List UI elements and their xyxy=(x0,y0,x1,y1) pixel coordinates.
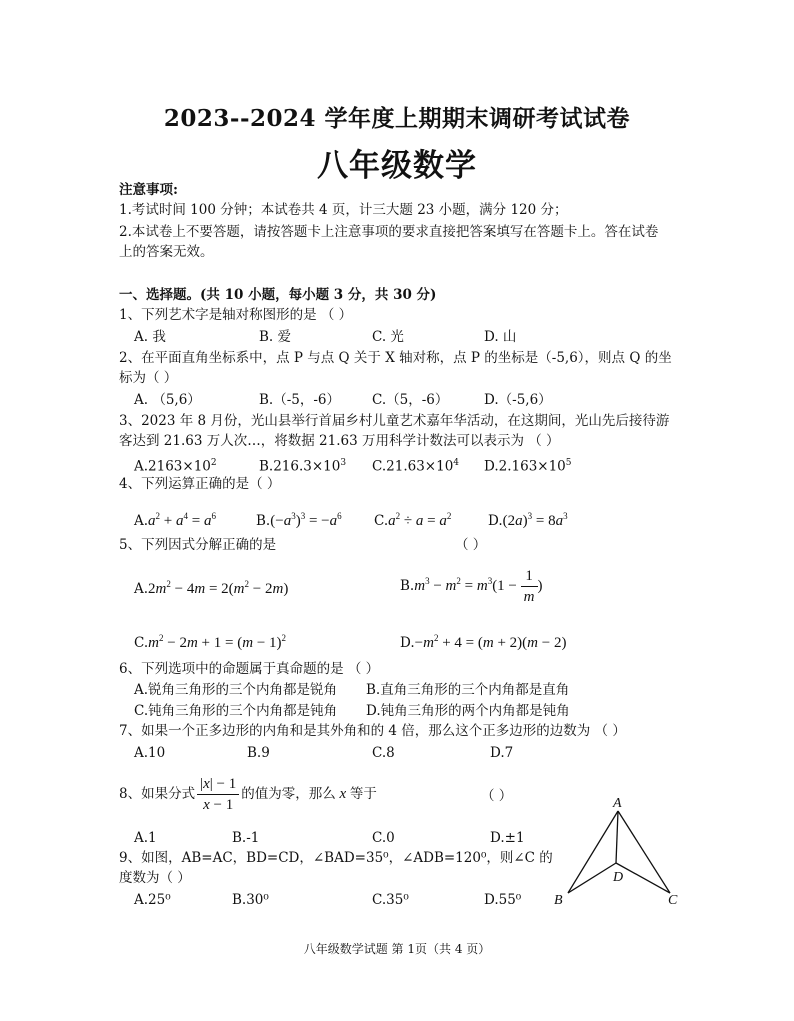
q5-option-a: $A.2m^2 - 4m = 2(m^2 - 2m)$ xyxy=(134,579,289,597)
q6-stem: 6、下列选项中的命题属于真命题的是 （ ） xyxy=(119,661,380,677)
q2-option-b: B.（-5，-6） xyxy=(259,392,341,408)
q6-option-a: A.锐角三角形的三个内角都是锐角 xyxy=(134,682,338,698)
q4-option-d: $D.(2a)^3 = 8a^3$ xyxy=(488,511,568,529)
q2-option-a: A. （5,6） xyxy=(134,392,201,408)
q9-option-d: D.55⁰ xyxy=(484,892,522,908)
q8-option-b: B.-1 xyxy=(232,830,260,846)
q3-option-b: $B.216.3\times 10^3$ xyxy=(259,458,347,475)
section-heading: 一、选择题。(共 10 小题，每小题 3 分，共 30 分) xyxy=(119,287,437,303)
subject-title: 八年级数学 xyxy=(317,148,477,184)
q3-stem-line-2: 客达到 21.63 万人次…，将数据 21.63 万用科学计数法可以表示为 （ ） xyxy=(119,433,560,449)
q8-stem: 8、如果分式 $\frac{|x| - 1}{x - 1}$ 的值为零，那么 x 等于 xyxy=(119,776,377,813)
label-c: C xyxy=(668,893,678,908)
q5-option-c: $C.m^2 - 2m + 1 = (m - 1)^2$ xyxy=(134,633,287,651)
notice-line-1: 1.考试时间 100 分钟；本试卷共 4 页，计三大题 23 小题，满分 120 分； xyxy=(119,202,568,218)
segment-ac xyxy=(618,811,670,893)
q4-stem: 4、下列运算正确的是（ ） xyxy=(119,476,281,492)
q8-option-a: A.1 xyxy=(134,830,157,846)
q9-stem-line-2: 度数为（ ） xyxy=(119,870,191,886)
q8-option-d: D.±1 xyxy=(490,830,525,846)
q3-stem-line-1: 3、2023 年 8 月份，光山县举行首届乡村儿童艺术嘉年华活动，在这期间，光山先后接待游 xyxy=(119,413,670,429)
q4-option-c: $C.a^2 \div a = a^2$ xyxy=(374,511,452,529)
q7-option-c: C.8 xyxy=(372,745,395,761)
q2-option-c: C.（5，-6） xyxy=(372,392,449,408)
q9-option-a: A.25⁰ xyxy=(134,892,171,908)
notice-line-2b: 上的答案无效。 xyxy=(119,244,214,260)
q1-option-d: D. 山 xyxy=(484,329,517,345)
q7-option-b: B.9 xyxy=(247,745,270,761)
exam-title: 2023--2024 学年度上期期末调研考试试卷 xyxy=(163,105,631,132)
q7-option-d: D.7 xyxy=(490,745,514,761)
q1-option-c: C. 光 xyxy=(372,329,404,345)
label-d: D xyxy=(613,870,624,885)
q8-paren: （ ） xyxy=(481,788,513,804)
label-b: B xyxy=(554,893,563,908)
q9-option-c: C.35⁰ xyxy=(372,892,409,908)
q7-option-a: A.10 xyxy=(134,745,166,761)
q7-stem: 7、如果一个正多边形的内角和是其外角和的 4 倍，那么这个正多边形的边数为 （ ） xyxy=(119,723,626,739)
q5-option-d: $D.-m^2 + 4 = (m + 2)(m - 2)$ xyxy=(400,633,567,651)
notice-heading: 注意事项: xyxy=(119,182,178,198)
q2-option-d: D.（-5,6） xyxy=(484,392,552,408)
q3-option-d: $D.2.163\times 10^5$ xyxy=(484,458,572,475)
q6-option-b: B.直角三角形的三个内角都是直角 xyxy=(366,682,570,698)
q3-option-a: $A.2163\times 10^2$ xyxy=(134,458,217,475)
segment-cd xyxy=(616,863,670,893)
segment-ab xyxy=(568,811,618,893)
triangle-figure xyxy=(548,793,688,911)
q4-option-b: $B.(-a^3)^3 = -a^6$ xyxy=(256,511,342,529)
segment-bd xyxy=(568,863,616,893)
segment-ad xyxy=(616,811,618,863)
q3-option-c: $C.21.63\times 10^4$ xyxy=(372,458,460,475)
q1-stem: 1、下列艺术字是轴对称图形的是 （ ） xyxy=(119,307,353,323)
q1-option-a: A. 我 xyxy=(134,329,166,345)
label-a: A xyxy=(613,796,622,811)
q6-option-c: C.钝角三角形的三个内角都是钝角 xyxy=(134,703,338,719)
q9-stem-line-1: 9、如图，AB=AC，BD=CD，∠BAD=35⁰，∠ADB=120⁰，则∠C 的 xyxy=(119,850,553,866)
q8-option-c: C.0 xyxy=(372,830,395,846)
q9-option-b: B.30⁰ xyxy=(232,892,269,908)
q6-option-d: D.钝角三角形的两个内角都是钝角 xyxy=(366,703,570,719)
q2-stem-line-1: 2、在平面直角坐标系中，点 P 与点 Q 关于 X 轴对称，点 P 的坐标是（-5,6），则点 Q 的坐 xyxy=(119,350,672,366)
q4-option-a: $A.a^2 + a^4 = a^6$ xyxy=(134,511,216,529)
page-footer: 八年级数学试题 第 1页（共 4 页） xyxy=(303,942,491,956)
q5-stem: 5、下列因式分解正确的是 xyxy=(119,537,277,553)
q5-option-b: $B.m^3 - m^2 = m^3(1$ − $\frac{1}{m}$ ) xyxy=(400,568,543,605)
q2-stem-line-2: 标为（ ） xyxy=(119,370,178,386)
notice-line-2a: 2.本试卷上不要答题，请按答题卡上注意事项的要求直接把答案填写在答题卡上。答在试卷 xyxy=(119,224,659,240)
q1-option-b: B. 爱 xyxy=(259,329,292,345)
q5-paren: （ ） xyxy=(455,537,487,553)
